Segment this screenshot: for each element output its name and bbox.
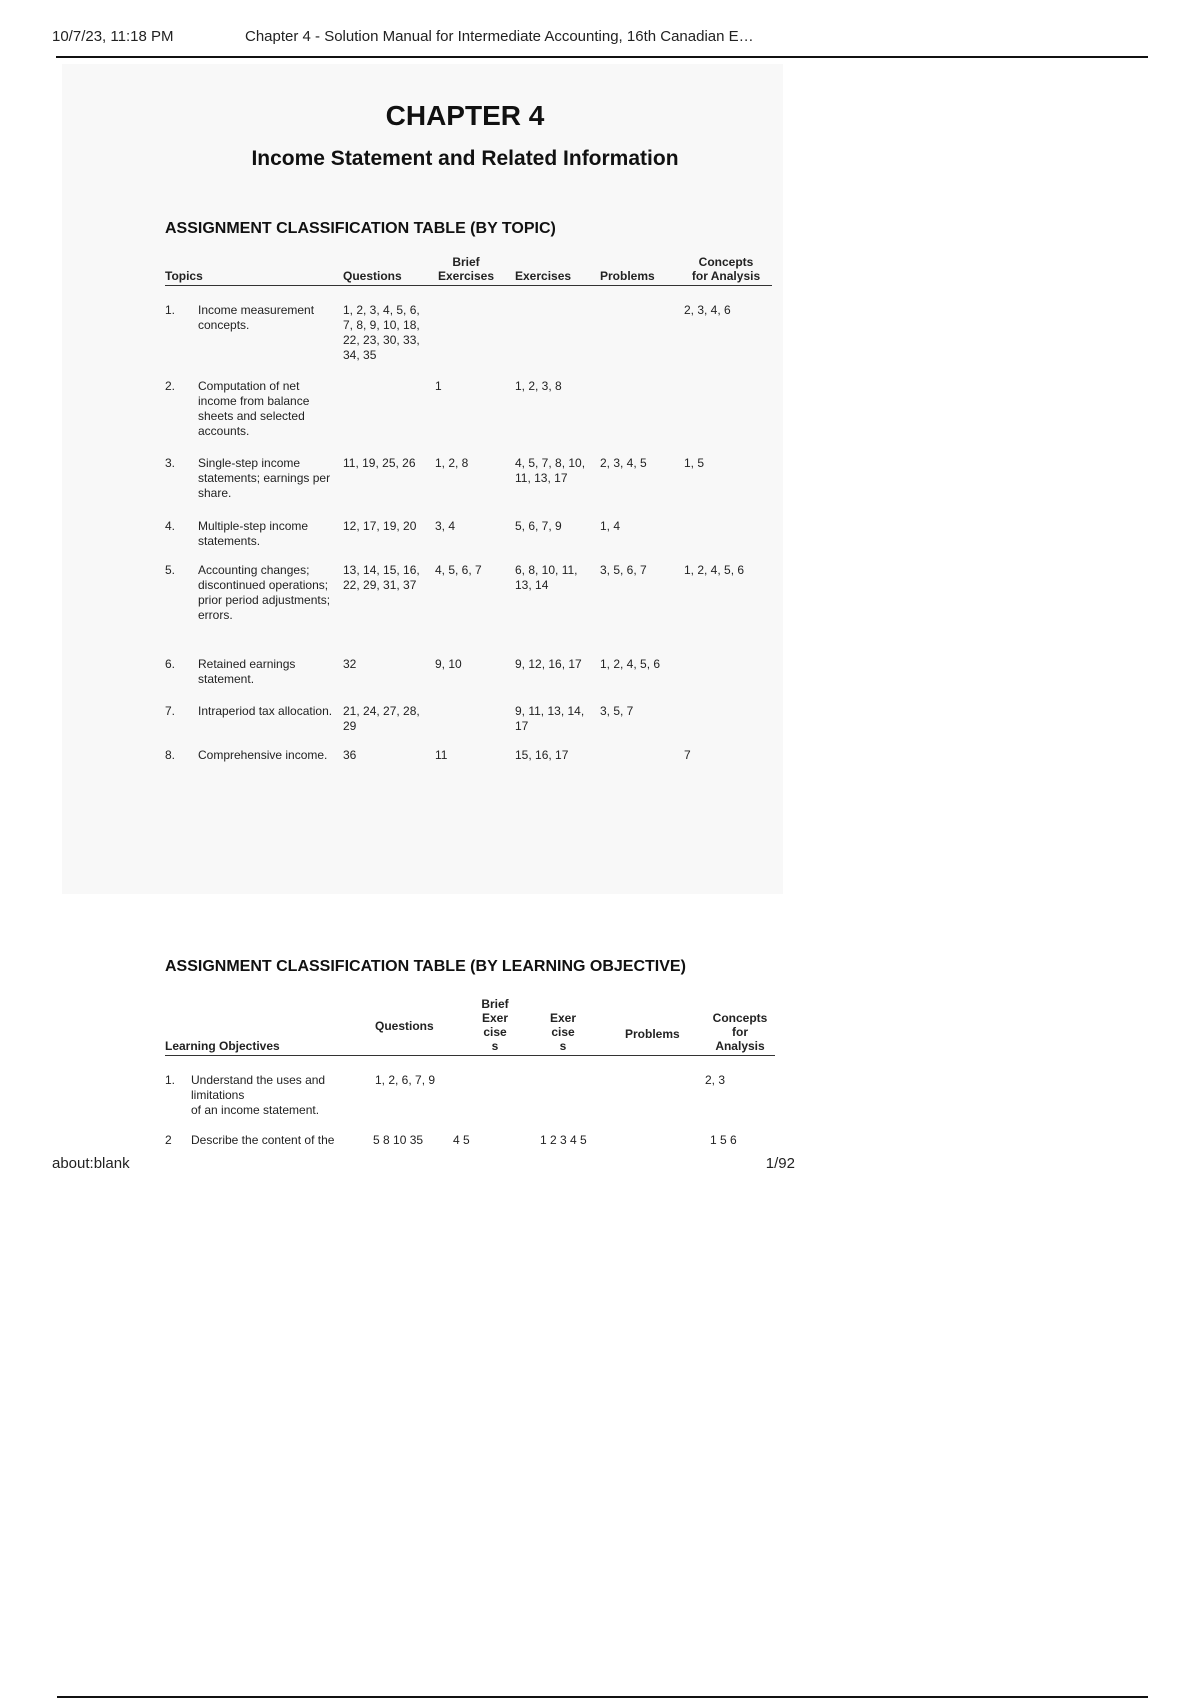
column-header-topics: Topics xyxy=(165,269,203,283)
row-topic: Single-step income statements; earnings per share. xyxy=(198,456,331,500)
row-number: 7. xyxy=(165,704,176,718)
table-row xyxy=(165,704,772,748)
table-row xyxy=(165,379,772,456)
row-topic: Accounting changes; discontinued operations; prior period adjustments; errors. xyxy=(198,563,331,622)
row-number: 6. xyxy=(165,657,176,671)
table-by-objective-heading: ASSIGNMENT CLASSIFICATION TABLE (BY LEARNING OBJECTIVE) xyxy=(165,958,686,975)
row-brief-exercises: 1 xyxy=(435,379,442,393)
table-row xyxy=(165,1133,775,1153)
row-concepts: 2, 3 xyxy=(705,1073,726,1087)
print-url: about:blank xyxy=(52,1155,130,1172)
table-header xyxy=(165,253,772,286)
row-questions: 5 8 10 35 xyxy=(373,1133,424,1147)
print-datetime: 10/7/23, 11:18 PM xyxy=(52,28,174,45)
row-questions: 12, 17, 19, 20 xyxy=(343,519,417,533)
column-header-exercises: Exer cise s xyxy=(549,1011,577,1053)
row-brief-exercises: 4 5 xyxy=(453,1133,470,1147)
row-brief-exercises: 9, 10 xyxy=(435,657,462,671)
row-objective: Understand the uses and limitations of an income statement. xyxy=(191,1073,326,1117)
column-header-problems: Problems xyxy=(625,1027,680,1041)
row-number: 1. xyxy=(165,1073,176,1087)
column-header-brief-exercises: Brief Exercises xyxy=(437,255,495,283)
row-number: 3. xyxy=(165,456,176,470)
row-problems: 1, 2, 4, 5, 6 xyxy=(600,657,661,671)
row-topic: Computation of net income from balance sheets and selected accounts. xyxy=(198,379,310,438)
row-number: 1. xyxy=(165,303,176,317)
row-brief-exercises: 1, 2, 8 xyxy=(435,456,469,470)
chapter-subtitle: Income Statement and Related Information xyxy=(251,147,679,170)
bottom-rule xyxy=(57,1696,1148,1698)
row-exercises: 6, 8, 10, 11, 13, 14 xyxy=(515,563,578,592)
row-questions: 11, 19, 25, 26 xyxy=(343,456,416,470)
table-by-topic-heading: ASSIGNMENT CLASSIFICATION TABLE (BY TOPIC) xyxy=(165,220,556,237)
classification-table-by-topic xyxy=(165,253,772,784)
row-objective: Describe the content of the xyxy=(191,1133,335,1147)
row-exercises: 1 2 3 4 5 xyxy=(540,1133,587,1147)
column-header-concepts: Concepts for Analysis xyxy=(691,255,761,283)
row-concepts: 1, 5 xyxy=(684,456,705,470)
row-problems: 3, 5, 7 xyxy=(600,704,634,718)
table-header xyxy=(165,990,775,1056)
row-topic: Retained earnings statement. xyxy=(198,657,296,686)
column-header-concepts: Concepts for Analysis xyxy=(712,1011,768,1053)
column-header-problems: Problems xyxy=(600,269,655,283)
column-header-learning-objectives: Learning Objectives xyxy=(165,1039,280,1053)
row-questions: 36 xyxy=(343,748,357,762)
row-concepts: 7 xyxy=(684,748,691,762)
row-concepts: 2, 3, 4, 6 xyxy=(684,303,731,317)
row-number: 5. xyxy=(165,563,176,577)
row-topic: Income measurement concepts. xyxy=(198,303,315,332)
row-brief-exercises: 3, 4 xyxy=(435,519,456,533)
table-row xyxy=(165,303,772,379)
row-problems: 3, 5, 6, 7 xyxy=(600,563,647,577)
row-exercises: 9, 11, 13, 14, 17 xyxy=(515,704,585,733)
row-questions: 32 xyxy=(343,657,357,671)
row-problems: 2, 3, 4, 5 xyxy=(600,456,647,470)
column-header-exercises: Exercises xyxy=(515,269,572,283)
column-header-questions: Questions xyxy=(375,1019,434,1033)
table-row xyxy=(165,1073,775,1133)
row-number: 4. xyxy=(165,519,176,533)
page-number: 1/92 xyxy=(765,1155,795,1172)
row-questions: 13, 14, 15, 16, 22, 29, 31, 37 xyxy=(343,563,420,592)
row-problems: 1, 4 xyxy=(600,519,621,533)
row-concepts: 1 5 6 xyxy=(710,1133,737,1147)
row-concepts: 1, 2, 4, 5, 6 xyxy=(684,563,745,577)
row-number: 8. xyxy=(165,748,176,762)
table-row xyxy=(165,519,772,563)
row-number: 2. xyxy=(165,379,176,393)
column-header-brief-exercises: Brief Exer cise s xyxy=(481,997,509,1053)
row-questions: 21, 24, 27, 28, 29 xyxy=(343,704,420,733)
classification-table-by-objective xyxy=(165,990,775,1153)
column-header-questions: Questions xyxy=(343,269,402,283)
row-questions: 1, 2, 6, 7, 9 xyxy=(375,1073,436,1087)
row-exercises: 5, 6, 7, 9 xyxy=(515,519,562,533)
header-rule xyxy=(56,56,1148,58)
row-exercises: 1, 2, 3, 8 xyxy=(515,379,562,393)
row-exercises: 15, 16, 17 xyxy=(515,748,569,762)
table-row xyxy=(165,456,772,519)
table-row xyxy=(165,748,772,784)
print-header xyxy=(52,28,1148,58)
row-exercises: 9, 12, 16, 17 xyxy=(515,657,582,671)
table-row xyxy=(165,657,772,704)
chapter-title: CHAPTER 4 xyxy=(385,100,545,131)
row-topic: Intraperiod tax allocation. xyxy=(198,704,333,718)
row-questions: 1, 2, 3, 4, 5, 6, 7, 8, 9, 10, 18, 22, 23, 30, 33, 34, 35 xyxy=(343,303,420,362)
print-document-title: Chapter 4 - Solution Manual for Intermediate Accounting, 16th Canadian E… xyxy=(245,28,754,45)
table-row xyxy=(165,563,772,657)
row-topic: Comprehensive income. xyxy=(198,748,328,762)
row-number: 2 xyxy=(165,1133,172,1147)
row-exercises: 4, 5, 7, 8, 10, 11, 13, 17 xyxy=(515,456,586,485)
row-brief-exercises: 4, 5, 6, 7 xyxy=(435,563,482,577)
row-brief-exercises: 11 xyxy=(435,748,448,762)
row-topic: Multiple-step income statements. xyxy=(198,519,309,548)
